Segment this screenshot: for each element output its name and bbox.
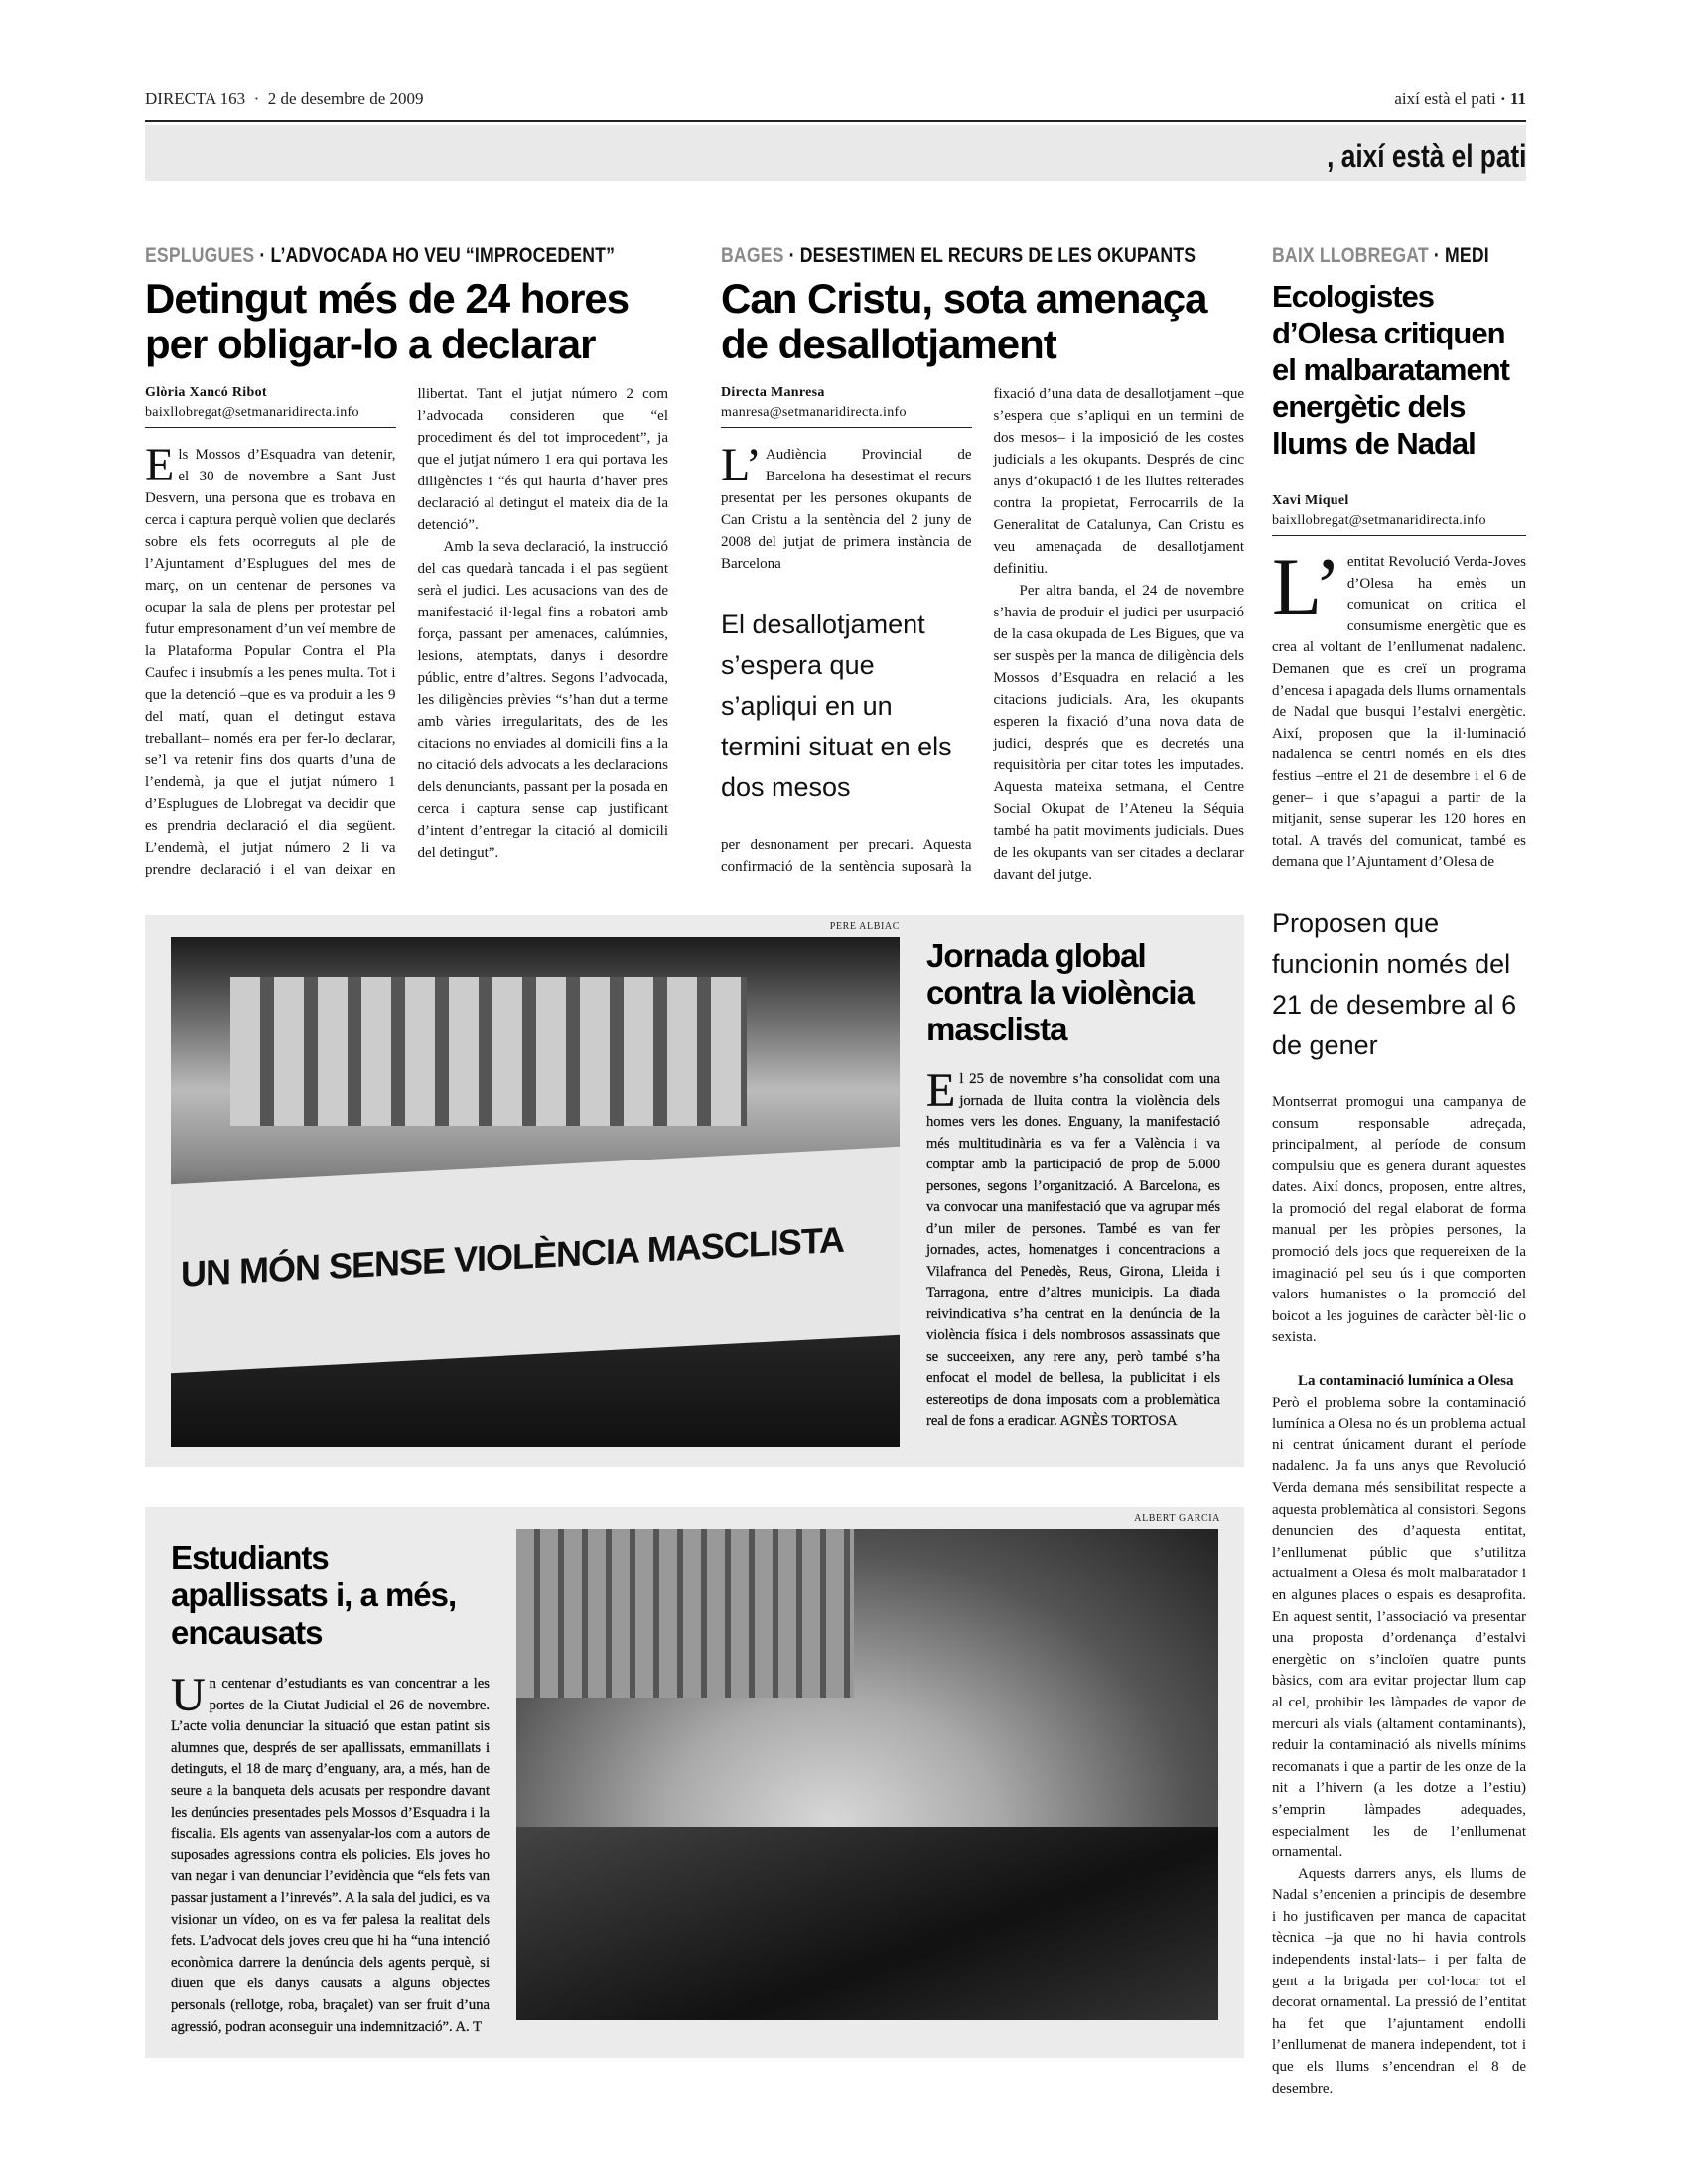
subheading: La contaminació lumínica a Olesa bbox=[1298, 1373, 1514, 1390]
court-building bbox=[516, 1529, 854, 1698]
section-band bbox=[145, 125, 1526, 181]
banner-text: UN MÓN SENSE VIOLÈNCIA MASCLISTA bbox=[181, 1218, 845, 1295]
author-email[interactable]: baixllobregat@setmanaridirecta.info bbox=[1272, 513, 1486, 528]
kicker-place: BAGES bbox=[721, 244, 784, 267]
article-body bbox=[1272, 491, 1526, 2100]
paragraph: n centenar d’estudiants es van concentrar a les portes de la Ciutat Judicial el 26 de novembre. L’acte volia denunciar la situació que estan patint sis alumnes que, després de ser apallissats, emmanillats i detinguts, el 18 de març d’enguany, ara, a més, han de seure a la banqueta dels acusats per respondre davant les denúncies presentades pels Mossos d’Esquadra i la fiscalia. Els agents van assenyalar-los com a autors de suposades agressions contra els policies. Els joves ho van negar i van denunciar l’evidència que “els fets van passar justament a l’inrevés”. A la sala del judici, es va visionar un vídeo, on es va fer palesa la realitat dels fets. L’advocat dels joves creu que hi ha “una intenció econòmica darrere la denúncia dels agents perquè, si diuen que els danys causats a alguns objectes personals (rellotge, roba, braçalet) van ser fruit d’una agressió, podran aconseguir una indemnització”. bbox=[171, 1676, 490, 2035]
author-email[interactable]: baixllobregat@setmanaridirecta.info bbox=[145, 405, 359, 420]
article-baix-llobregat bbox=[1272, 244, 1526, 2100]
crowd-foreground bbox=[516, 1827, 1218, 2020]
paragraph: l 25 de novembre s’ha consolidat com una jornada de lluita contra la violència dels homes vers les dones. Enguany, la manifestació més multitudinària es va fer a València i va comptar amb la participació de prop de 5.000 persones, segons l’organització. A Barcelona, es va convocar una manifestació que va agrupar més d’un miler de persones. També es van fer jornades, actes, homenatges i concentracions a Vilafranca del Penedès, Reus, Girona, Lleida i Tarragona, entre d’altres municipis. La diada reivindicativa s’ha centrat en la denúncia de la violència física i dels nombrosos assassinats que se succeeixen, any rere any, però també s’ha enfocat el model de bellesa, la publicitat i els estereotips de dona imposats com a problemàtica real de fons a eradicar. bbox=[926, 1071, 1220, 1429]
paragraph: Montserrat promogui una campanya de consum responsable adreçada, principalment, al període de consum compulsiu que es genera durant aquestes dates. Així doncs, proposen, entre altres, la promoció del regal elaborat de forma manual per les pròpies persones, la promoció dels jocs que requereixen de la imaginació pel seu ús i que comporten valors humanistes o la promoció del boicot a les joguines de caràcter bèl·lic o sexista. bbox=[1272, 1093, 1526, 1346]
article-body bbox=[926, 1064, 1220, 1433]
protest-photo bbox=[171, 937, 900, 1447]
kicker-text: · DESESTIMEN EL RECURS DE LES OKUPANTS bbox=[788, 244, 1196, 267]
students-photo bbox=[516, 1529, 1218, 2020]
top-articles-row bbox=[145, 244, 1244, 886]
feature-text bbox=[926, 937, 1220, 1447]
protest-banner bbox=[171, 1147, 900, 1373]
page-number: · 11 bbox=[1500, 89, 1526, 108]
article-body bbox=[145, 383, 668, 881]
byline bbox=[145, 383, 396, 428]
photo-credit: PERE ALBIAC bbox=[829, 921, 900, 932]
section-name: així està el pati bbox=[1394, 89, 1496, 108]
separator: · bbox=[253, 89, 260, 108]
drop-cap: E bbox=[926, 1064, 956, 1117]
paragraph: Aquests darrers anys, els llums de Nadal s’encenien a principis de desembre i ho justificaven per manca de capacitat tècnica –ja que no hi havia controls independents instal·lats– i per falta de gent a la brigada per col·locar tot el decorat ornamental. La pressió de l’entitat ha fet que l’ajuntament endolli l’enllumenat de manera independent, tot i que els llums s’encendran el 8 de desembre. bbox=[1272, 1865, 1526, 2097]
article-body bbox=[171, 1669, 490, 2038]
signature: A. T bbox=[455, 2018, 483, 2035]
article-body bbox=[721, 383, 1244, 886]
kicker-text: · MEDI bbox=[1433, 244, 1489, 267]
feature-box-estudiants bbox=[145, 1507, 1244, 2058]
paragraph: per desnonament per precari. Aquesta confirmació de la sentència suposarà la fixació d’una data de desallotjament –que s’espera que s’apliqui en un termini de dos mesos– i la imposició de les costes judicials a les okupants. Després de cinc anys d’okupació i de les lluites reiterades contra la propietat, Ferrocarrils de la Generalitat de Catalunya, Can Cristu es veu amenaçada de desallotjament definitiu. bbox=[721, 386, 1244, 875]
pull-quote: Proposen que funcionin només del 21 de desembre al 6 de gener bbox=[1272, 907, 1517, 1060]
publication-name: DIRECTA 163 bbox=[145, 89, 246, 108]
headline: Can Cristu, sota amenaça de desallotjament bbox=[721, 275, 1207, 367]
page-folio-left bbox=[145, 89, 424, 109]
article-kicker bbox=[721, 244, 1196, 268]
paragraph: ls Mossos d’Esquadra van detenir, el 30 de novembre a Sant Just Desvern, una persona que es trobava en cerca i captura perquè volien que declarés sobre els fets ocorreguts al ple de l’Ajuntament d’Esplugues del mes de març, on un centenar de persones va ocupar la sala de plens per protestar pel futur empresonament d’un veí membre de la Plataforma Popular Contra el Pla Caufec i insubmís a les penes multa. Tot i que la detenció –que es va produir a les 9 del matí, quan el detingut estava treballant– només era per fer-lo declarar, se’l va retenir fins dos quarts d’una de l’endemà, ja que el jutjat número 1 d’Esplugues de Llobregat va decidir que es prendria declaració el dia següent. L’endemà, el jutjat número 2 li va prendre declaració i el van deixar en llibertat. Tant el jutjat número 2 com l’advocada consideren que “el procediment és del tot improcedent”, ja que el jutjat número 1 era qui portava les diligències i “és qui hauria d’haver pres declaració al detingut el mateix dia de la detenció”. bbox=[145, 386, 668, 878]
headline: Ecologistes d’Olesa critiquen el malbaratament energètic dels llums de Nadal bbox=[1272, 279, 1509, 461]
paragraph: Audiència Provincial de Barcelona ha desestimat el recurs presentat per les persones okupants de Can Cristu a la sentència del 2 juny de 2008 del jutjat de primera instància de Barcelona bbox=[721, 447, 972, 572]
signature: AGNÈS TORTOSA bbox=[1059, 1413, 1178, 1429]
article-kicker bbox=[145, 244, 616, 268]
feature-text bbox=[171, 1529, 490, 2038]
left-region bbox=[145, 244, 1244, 2058]
paragraph: Amb la seva declaració, la instrucció del cas quedarà tancada i el pas següent serà el judici. Les acusacions van des de manifestació il·legal fins a robatori amb força, passant per amenaces, calúmnies, lesions, atemptats, danys i desordre públic, entre d’altres. Segons l’advocada, les diligències prèvies “s’han dut a terme amb vàries irregularitats, des de les citacions no enviades al domicili fins a la no citació dels advocats a les declaracions dels denunciants, passant per la posada en cerca i captura sense cap justificant d’intent d’entregar la citació al domicili del detingut”. bbox=[417, 539, 668, 861]
headline: Estudiants apallissats i, a més, encausats bbox=[171, 1539, 457, 1651]
header-rule bbox=[145, 120, 1526, 122]
byline bbox=[1272, 491, 1526, 536]
byline bbox=[721, 383, 972, 428]
section-title: , així està el pati bbox=[1326, 138, 1526, 174]
kicker-place: ESPLUGUES bbox=[145, 244, 255, 267]
page-folio-right bbox=[1394, 89, 1526, 109]
author: Xavi Miquel bbox=[1272, 493, 1349, 508]
paragraph: entitat Revolució Verda-Joves d’Olesa ha emès un comunicat on critica el consumisme energètic que es crea al voltant de l’enllumenat nadalenc. Demanen que es creï un programa d’encesa i apagada dels llums ornamentals de Nadal que busqui l’estalvi energètic. Així, proposen que la il·luminació nadalenca se centri només en els dies festius –entre el 21 de desembre i el 6 de gener– i que s’apagui a partir de la mitjanit, sense superar les 120 hores en total. A través del comunicat, també es demana que l’Ajuntament d’Olesa de bbox=[1272, 554, 1526, 871]
author: Glòria Xancó Ribot bbox=[145, 385, 267, 400]
drop-cap: L’ bbox=[1272, 541, 1341, 631]
feature-box-jornada bbox=[145, 915, 1244, 1467]
issue-date: 2 de desembre de 2009 bbox=[267, 89, 424, 108]
drop-cap: E bbox=[145, 439, 175, 491]
author: Directa Manresa bbox=[721, 385, 825, 400]
photo-credit: ALBERT GARCIA bbox=[1134, 1513, 1220, 1524]
drop-cap: U bbox=[171, 1669, 206, 1721]
paragraph: Per altra banda, el 24 de novembre s’havia de produir el judici per usurpació de la casa okupada de Les Bigues, que va ser suspès per la manca de diligència dels Mossos d’Esquadra en relació a les citacions judicials. Ara, les okupants esperen la fixació d’una nova data de judici, després que es decretés una requisitòria per citar totes les imputades. Aquesta mateixa setmana, el Centre Social Okupat de l’Ateneu la Séquia també ha patit moviments judicials. Dues de les okupants van ser citades a declarar davant del jutge. bbox=[993, 583, 1244, 883]
article-kicker bbox=[1272, 244, 1489, 268]
kicker-text: · L’ADVOCADA HO VEU “IMPROCEDENT” bbox=[259, 244, 616, 267]
building-facade bbox=[230, 977, 747, 1126]
article-esplugues bbox=[145, 244, 668, 881]
drop-cap: L’ bbox=[721, 439, 762, 491]
headline: Jornada global contra la violència masclista bbox=[926, 937, 1194, 1047]
author-email[interactable]: manresa@setmanaridirecta.info bbox=[721, 405, 907, 420]
headline: Detingut més de 24 hores per obligar-lo a declarar bbox=[145, 275, 630, 367]
pull-quote: El desallotjament s’espera que s’apliqui en un termini situat en els dos mesos bbox=[721, 610, 952, 802]
paragraph: Però el problema sobre la contaminació lumínica a Olesa no és un problema actual ni centrat únicament durant el període nadalenc. Ja fa uns anys que Revolució Verda demana més sensibilitat respecte a aquesta problemàtica al consistori. Segons denuncien des d’aquesta entitat, l’enllumenat públic que s’utilitza actualment a Olesa és molt malbaratador i en algunes places o espais es desaprofita. En aquest sentit, l’associació va presentar una proposta d’ordenança d’estalvi energètic on s’incloïen quatre punts bàsics, com ara evitar projectar llum cap al cel, prohibir les làmpades de vapor de mercuri als vials (altament contaminants), reduir la contaminació als nivells mínims recomanats i que a partir de les onze de la nit a l’hivern (a les dotze a l’estiu) s’emprin làmpades adequades, especialment les de l’enllumenat ornamental. bbox=[1272, 1394, 1526, 1861]
kicker-place: BAIX LLOBREGAT bbox=[1272, 244, 1429, 267]
article-bages bbox=[721, 244, 1244, 886]
